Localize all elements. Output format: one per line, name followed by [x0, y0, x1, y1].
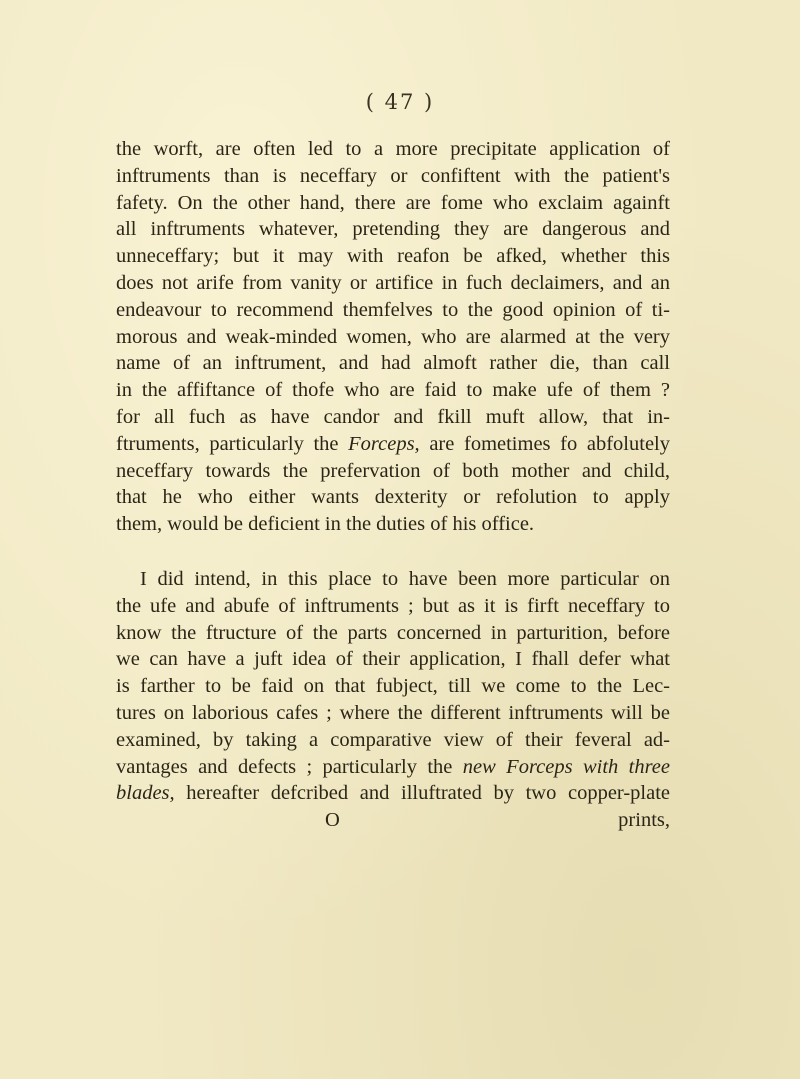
text-line: name of an inftrument, and had almoft rather die, than call [116, 352, 670, 375]
text-line: tures on laborious cafes ; where the different inftruments will be [116, 701, 670, 724]
text-line: I did intend, in this place to have been more particular on [140, 568, 670, 590]
text-line: unneceffary; but it may with reafon be afked, whether this [116, 245, 670, 268]
text-line: fafety. On the other hand, there are fome who exclaim againft [116, 191, 670, 214]
text-span: ftruments, particularly the [116, 432, 339, 455]
signature-line [116, 807, 670, 834]
text-line: is farther to be faid on that fubject, till we come to the Lec- [116, 675, 670, 698]
text-line: endeavour to recommend themfelves to the good opinion of ti- [116, 298, 670, 321]
paragraph-1 [116, 136, 670, 538]
text-line: all inftruments whatever, pretending they are dangerous and [116, 218, 670, 241]
page-number: ( 47 ) [365, 90, 435, 114]
paragraph-2 [116, 566, 670, 834]
italic-term-forceps: Forceps, [348, 432, 420, 455]
text-line: inftruments than is neceffary or confiftent with the patient's [116, 164, 670, 187]
italic-term-new-forceps: new Forceps with three [462, 755, 670, 778]
text-line: know the ftructure of the parts concerned in parturition, before [116, 621, 670, 644]
text-line: neceffary towards the prefervation of both mother and child, [116, 459, 670, 482]
text-line: that he who either wants dexterity or refolution to apply [116, 486, 670, 509]
text-span: vantages and defects ; particularly the [116, 755, 453, 778]
italic-term-blades: blades, [116, 782, 175, 805]
text-span: are fometimes fo abfolutely [429, 432, 670, 455]
text-line [116, 431, 670, 458]
catchword: prints, [618, 809, 670, 832]
text-line [116, 754, 670, 781]
signature-mark: O [325, 809, 340, 832]
text-line: examined, by taking a comparative view of their feveral ad- [116, 728, 670, 751]
text-line: the ufe and abufe of inftruments ; but as it is firft neceffary to [116, 594, 670, 617]
text-line: for all fuch as have candor and fkill muft allow, that in- [116, 405, 670, 428]
text-line: does not arife from vanity or artifice in fuch declaimers, and an [116, 271, 670, 294]
text-line: them, would be deficient in the duties of his office. [116, 513, 535, 536]
text-line: we can have a juft idea of their application, I fhall defer what [116, 648, 670, 671]
text-line: in the affiftance of thofe who are faid to make ufe of them ? [116, 379, 670, 402]
text-span: hereafter defcribed and illuftrated by two copper-plate [186, 782, 670, 805]
text-line: the worft, are often led to a more precipitate application of [116, 138, 670, 160]
text-line: morous and weak-minded women, who are alarmed at the very [116, 325, 670, 348]
text-line [116, 780, 670, 807]
